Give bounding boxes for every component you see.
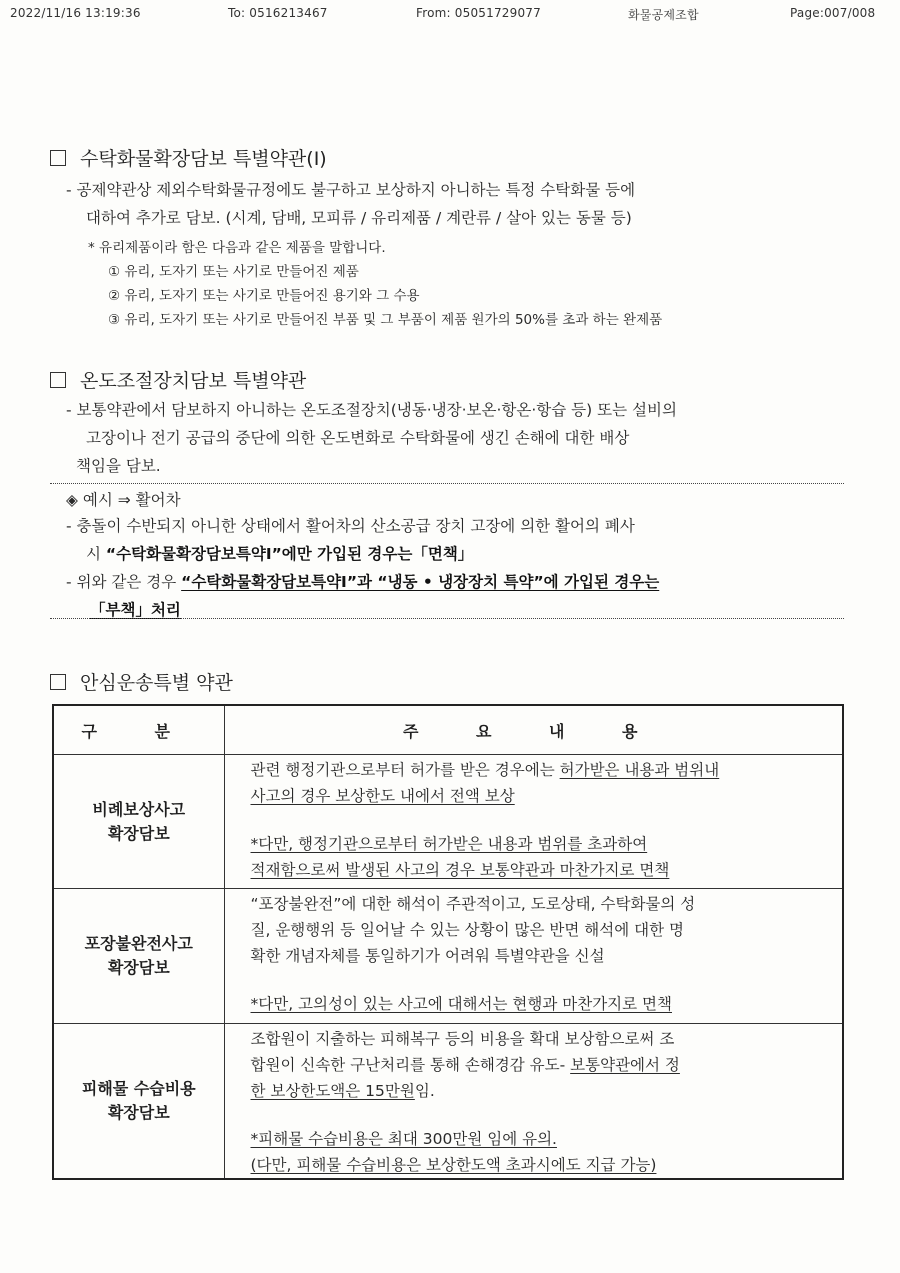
row-content: “포장불완전”에 대한 해석이 주관적이고, 도로상태, 수탁화물의 성 질, 운행행위 등 일어날 수 있는 상황이 많은 반면 해석에 대한 명 확한 개념자체를 통일하기가 어려워 특별약관을 신설 *다만, 고의성이 있는 사고에 대해서는 현행과 마찬가지로 면책 (224, 889, 843, 1024)
checkbox-square-icon (50, 372, 66, 388)
table-row (53, 755, 843, 889)
checkbox-square-icon (50, 674, 66, 690)
row-label: 비례보상사고 확장담보 (53, 755, 224, 889)
fax-from-number: From: 05051729077 (416, 6, 541, 20)
row-content: 관련 행정기관으로부터 허가를 받은 경우에는 허가받은 내용과 범위내 사고의 경우 보상한도 내에서 전액 보상 *다만, 행정기관으로부터 허가받은 내용과 범위를 초과하여 적재함으로써 발생된 사고의 경우 보통약관과 마찬가지로 면책 (224, 755, 843, 889)
section1-item-1: ① 유리, 도자기 또는 사기로 만들어진 제품 (108, 264, 359, 280)
example-line2-prefix: 시 (86, 545, 106, 563)
example-title: ◈ 예시 ⇒ 활어차 (66, 491, 181, 509)
section2-desc-line2: 고장이나 전기 공급의 중단에 의한 온도변화로 수탁화물에 생긴 손해에 대한 배상 (86, 429, 630, 447)
section2-desc-line1: - 보통약관에서 담보하지 아니하는 온도조절장치(냉동·냉장·보온·항온·항습 등) 또는 설비의 (66, 401, 677, 419)
coverage-table (52, 704, 844, 1180)
example-line3-bold: “수탁화물확장담보특약Ⅰ”과 “냉동 • 냉장장치 특약”에 가입된 경우는 (181, 573, 660, 591)
section3-title: 안심운송특별 약관 (80, 672, 233, 694)
section1-note: * 유리제품이라 함은 다음과 같은 제품을 말합니다. (88, 240, 386, 256)
example-line3 (66, 570, 659, 592)
section1-heading (50, 144, 327, 171)
section3-heading (50, 668, 233, 695)
section2-heading (50, 366, 306, 393)
section1-desc-line2: 대하여 추가로 담보. (시계, 담배, 모피류 / 유리제품 / 계란류 / 살아 있는 동물 등) (86, 209, 632, 227)
row-label: 피해물 수습비용 확장담보 (53, 1024, 224, 1180)
section2-title: 온도조절장치담보 특별약관 (80, 370, 307, 392)
example-line1: - 충돌이 수반되지 아니한 상태에서 활어차의 산소공급 장치 고장에 의한 활어의 폐사 (66, 517, 635, 535)
fax-datetime: 2022/11/16 13:19:36 (10, 6, 141, 20)
example-line2 (86, 542, 473, 564)
header-category: 구 분 (53, 705, 224, 755)
table-row (53, 1024, 843, 1180)
row-label: 포장불완전사고 확장담보 (53, 889, 224, 1024)
example-line3-prefix: - 위와 같은 경우 (66, 573, 182, 591)
example-line2-bold: “수탁화물확장담보특약Ⅰ”에만 가입된 경우는「면책」 (105, 545, 474, 563)
section1-title: 수탁화물확장담보 특별약관(Ⅰ) (80, 148, 327, 170)
dotted-divider-bottom (50, 618, 844, 619)
row-content: 조합원이 지출하는 피해복구 등의 비용을 확대 보상함으로써 조 합원이 신속한 구난처리를 통해 손해경감 유도- 보통약관에서 정 한 보상한도액은 15만원임. *피해물 수습비용은 최대 300만원 임에 유의. (다만, 피해물 수습비용은 보상한도액 초과시에도 지급 가능) (224, 1024, 843, 1180)
table-row (53, 889, 843, 1024)
fax-organization: 화물공제조합 (628, 8, 699, 22)
section2-desc-line3: 책임을 담보. (76, 457, 161, 475)
example-line4: 「부책」처리 (90, 601, 181, 619)
header-content: 주 요 내 용 (224, 705, 843, 755)
dotted-divider-top (50, 483, 844, 484)
section1-item-2: ② 유리, 도자기 또는 사기로 만들어진 용기와 그 수용 (108, 288, 420, 304)
section1-item-3: ③ 유리, 도자기 또는 사기로 만들어진 부품 및 그 부품이 제품 원가의 50%를 초과 하는 완제품 (108, 312, 663, 328)
table-header-row (53, 705, 843, 755)
fax-page-number: Page:007/008 (790, 6, 876, 20)
fax-to-number: To: 0516213467 (228, 6, 328, 20)
checkbox-square-icon (50, 150, 66, 166)
section1-desc-line1: - 공제약관상 제외수탁화물규정에도 불구하고 보상하지 아니하는 특정 수탁화물 등에 (66, 181, 636, 199)
